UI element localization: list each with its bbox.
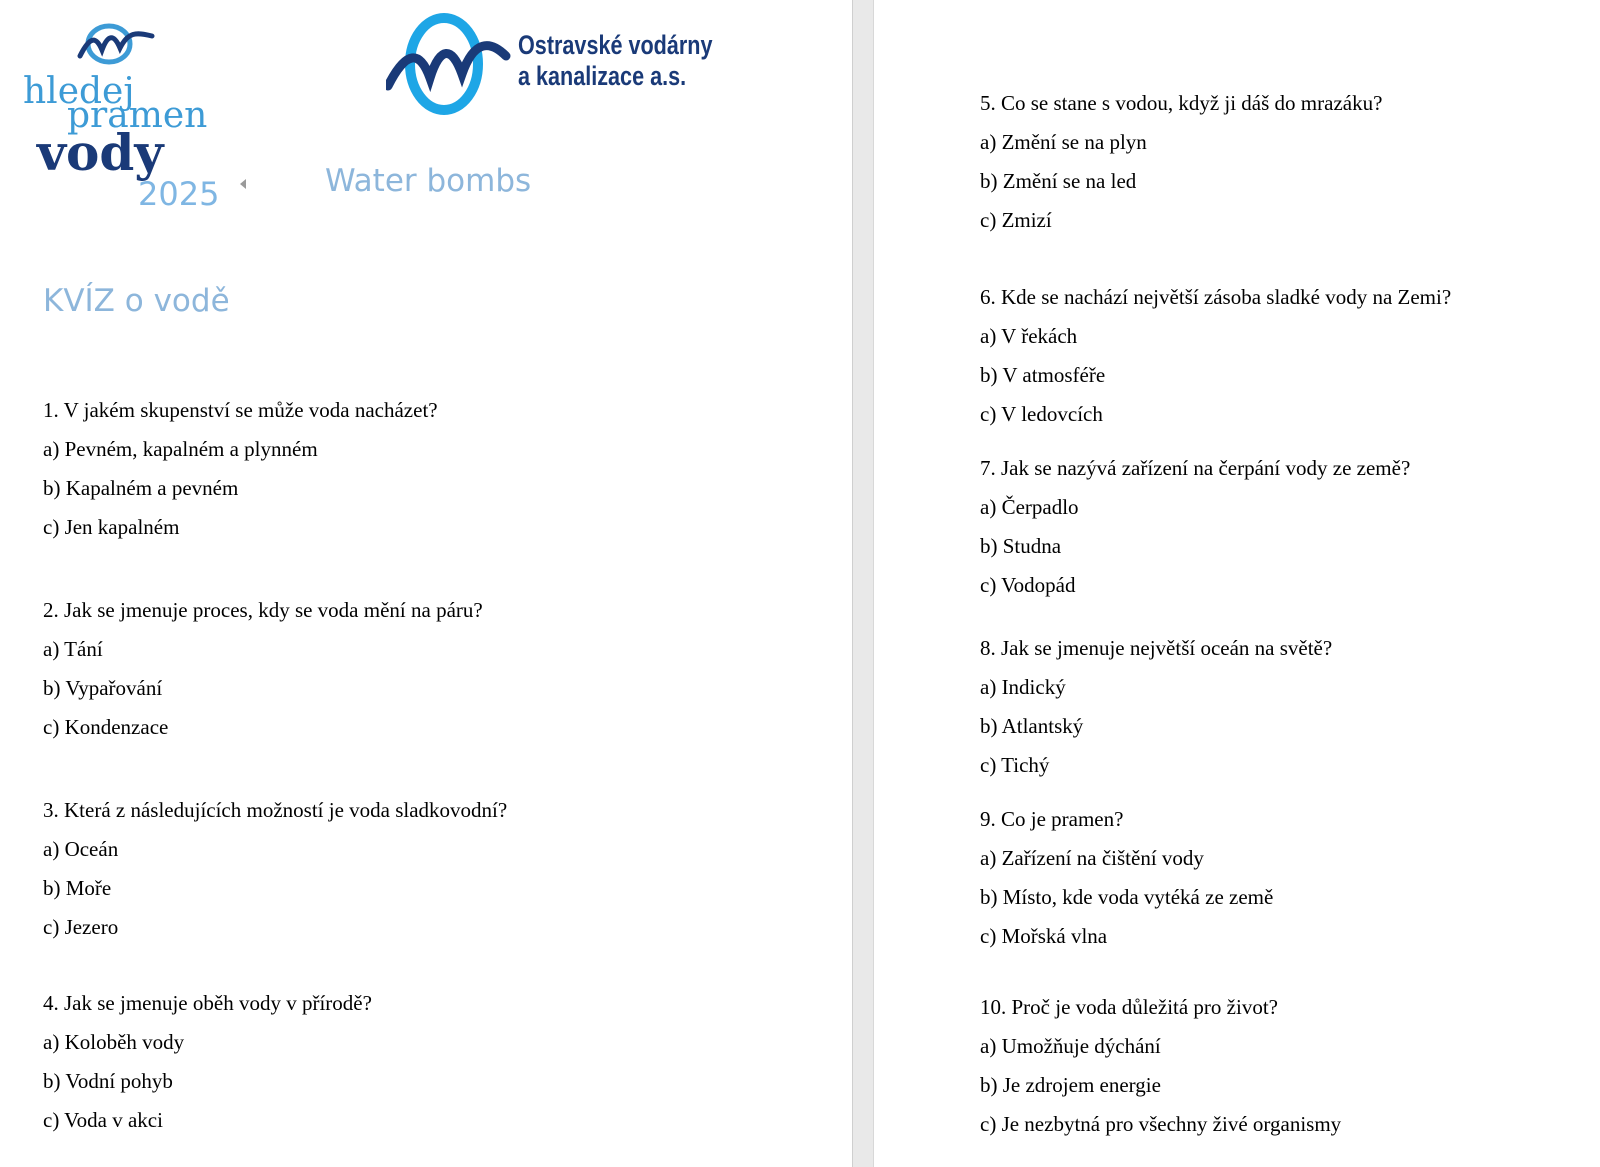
question-text: 8. Jak se jmenuje největší oceán na světě? (980, 636, 1333, 660)
answer-option-c: c) Kondenzace (43, 715, 169, 739)
answer-option-b: b) Moře (43, 876, 112, 900)
answer-option-b: b) Vypařování (43, 676, 163, 700)
answer-option-b: b) Kapalném a pevném (43, 476, 239, 500)
answer-option-c: c) Vodopád (980, 573, 1076, 597)
question-text: 9. Co je pramen? (980, 807, 1124, 831)
document-page-right (874, 0, 1600, 1167)
document-title: KVÍZ o vodě (43, 283, 230, 319)
question-text: 6. Kde se nachází největší zásoba sladké vody na Zemi? (980, 285, 1452, 309)
answer-option-c: c) V ledovcích (980, 402, 1103, 426)
answer-option-c: c) Mořská vlna (980, 924, 1108, 948)
answer-option-a: a) Oceán (43, 837, 119, 861)
answer-option-a: a) Umožňuje dýchání (980, 1034, 1161, 1058)
answer-option-c: c) Zmizí (980, 208, 1052, 232)
answer-option-a: a) Čerpadlo (980, 495, 1079, 519)
wave-logo-icon (76, 22, 156, 70)
answer-option-b: b) Místo, kde voda vytéká ze země (980, 885, 1274, 909)
company-name-line2: a kanalizace a.s. (518, 61, 687, 91)
answer-option-c: c) Jezero (43, 915, 119, 939)
answer-option-c: c) Jen kapalném (43, 515, 180, 539)
answer-option-b: b) Změní se na led (980, 169, 1137, 193)
answer-option-a: a) Změní se na plyn (980, 130, 1147, 154)
answer-option-b: b) V atmosféře (980, 363, 1106, 387)
document-subtitle: Water bombs (325, 163, 532, 199)
question-text: 2. Jak se jmenuje proces, kdy se voda mění na páru? (43, 598, 483, 622)
answer-option-a: a) Zařízení na čištění vody (980, 846, 1204, 870)
company-name-line1: Ostravské vodárny (518, 30, 713, 60)
question-text: 3. Která z následujících možností je voda sladkovodní? (43, 798, 508, 822)
ovak-company-logo (386, 10, 716, 120)
answer-option-a: a) Tání (43, 637, 103, 661)
logo-word-pramen: pramen (67, 95, 208, 136)
question-text: 5. Co se stane s vodou, když ji dáš do mrazáku? (980, 91, 1383, 115)
answer-option-c: c) Voda v akci (43, 1108, 163, 1132)
answer-option-b: b) Vodní pohyb (43, 1069, 173, 1093)
question-text: 7. Jak se nazývá zařízení na čerpání vody ze země? (980, 456, 1411, 480)
logo-word-vody: vody (37, 123, 164, 182)
answer-option-a: a) Koloběh vody (43, 1030, 185, 1054)
answer-option-b: b) Studna (980, 534, 1062, 558)
answer-option-a: a) Indický (980, 675, 1066, 699)
answer-option-a: a) Pevném, kapalném a plynném (43, 437, 318, 461)
answer-option-c: c) Tichý (980, 753, 1050, 777)
hledej-pramen-vody-logo (20, 22, 235, 217)
answer-option-b: b) Je zdrojem energie (980, 1073, 1161, 1097)
answer-option-c: c) Je nezbytná pro všechny živé organismy (980, 1112, 1342, 1136)
answer-option-b: b) Atlantský (980, 714, 1084, 738)
page-gutter (852, 0, 874, 1167)
anchor-marker-icon (240, 179, 246, 189)
answer-option-a: a) V řekách (980, 324, 1078, 348)
logo-year: 2025 (138, 175, 220, 213)
ovak-emblem-icon (386, 10, 511, 120)
question-text: 4. Jak se jmenuje oběh vody v přírodě? (43, 991, 372, 1015)
logo-word-hledej: hledej (23, 71, 135, 112)
question-text: 10. Proč je voda důležitá pro život? (980, 995, 1278, 1019)
question-text: 1. V jakém skupenství se může voda nacházet? (43, 398, 438, 422)
